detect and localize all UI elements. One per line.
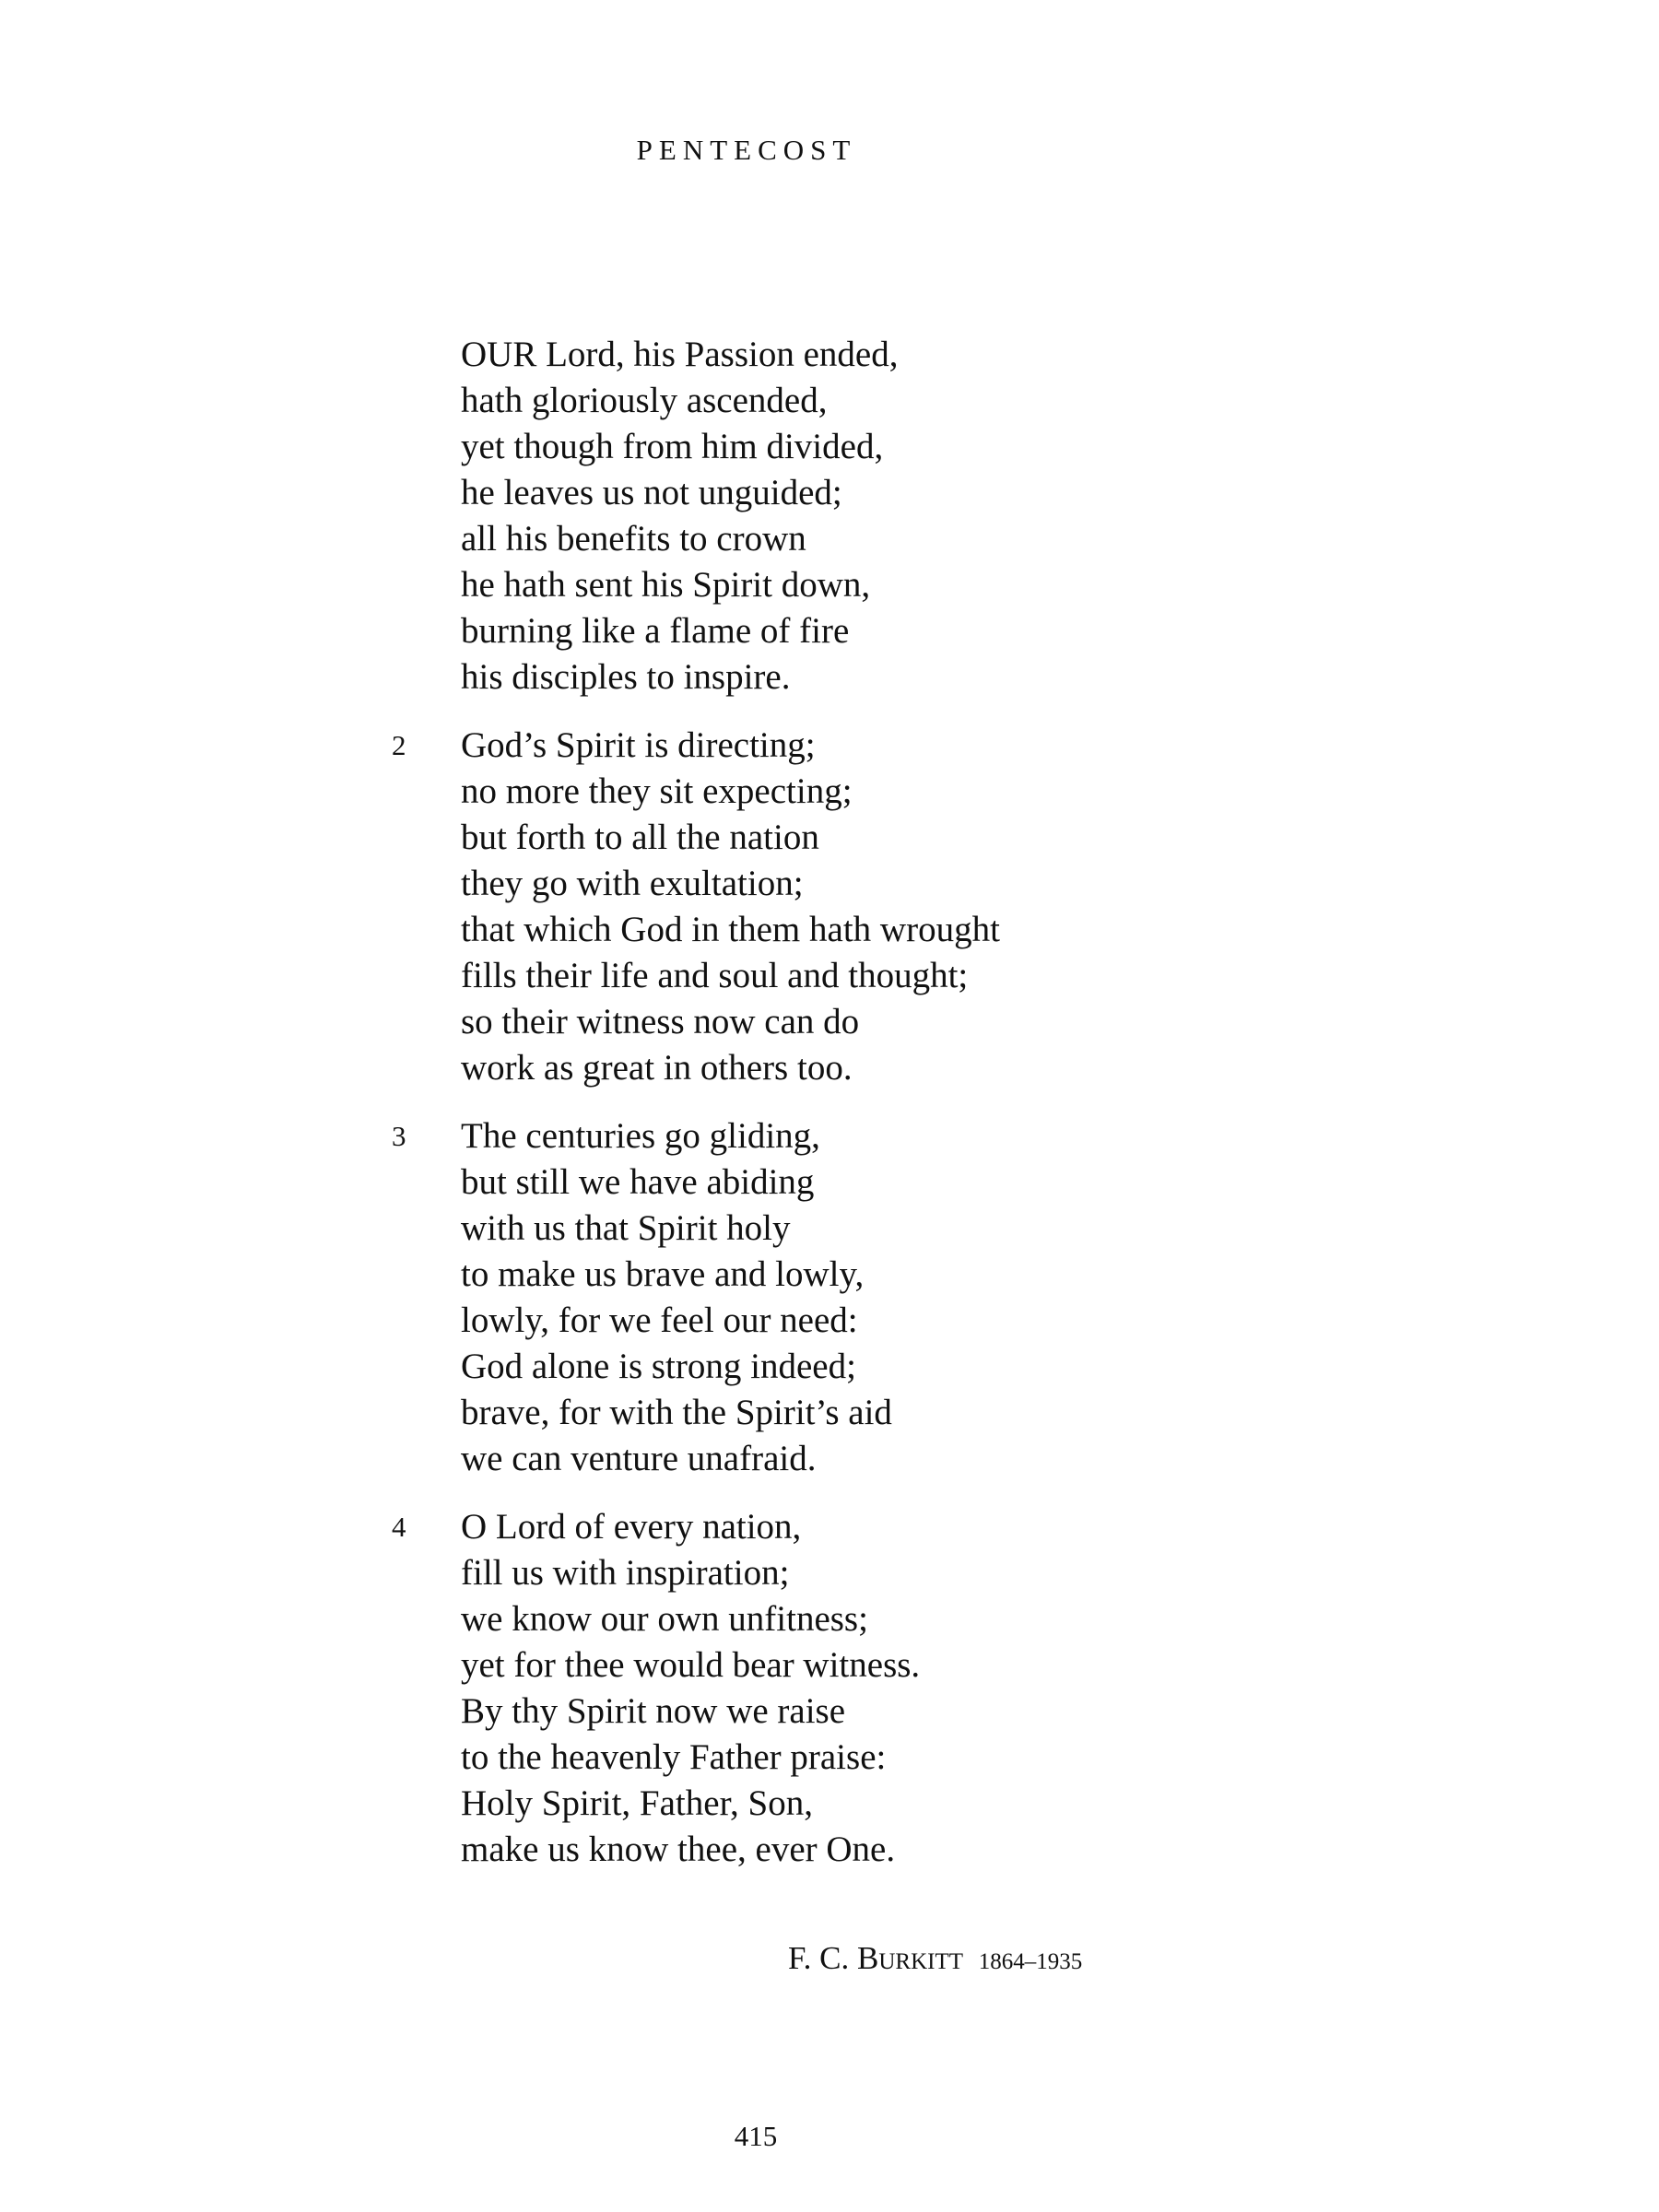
verse-line: By thy Spirit now we raise: [461, 1691, 846, 1731]
verse-line: The centuries go gliding,: [461, 1116, 820, 1156]
verse-line: but forth to all the nation: [461, 818, 819, 857]
verse-line: fills their life and soul and thought;: [461, 956, 969, 995]
verse-line: burning like a flame of fire: [461, 611, 850, 651]
verse-line: we know our own unfitness;: [461, 1599, 868, 1639]
verse-line: lowly, for we feel our need:: [461, 1300, 858, 1340]
verse-line: no more they sit expecting;: [461, 771, 853, 811]
verse-line: brave, for with the Spirit’s aid: [461, 1393, 892, 1432]
verse-line: to the heavenly Father praise:: [461, 1737, 887, 1777]
author-initials: F. C.: [788, 1940, 850, 1976]
verse-line: God alone is strong indeed;: [461, 1347, 856, 1386]
author-dates: 1864–1935: [978, 1949, 1083, 1974]
verse-line: Holy Spirit, Father, Son,: [461, 1783, 813, 1823]
verse-1: [461, 332, 1382, 700]
verse-4: [392, 1504, 1382, 1873]
verse-line: work as great in others too.: [461, 1048, 853, 1088]
page-number: 415: [734, 2120, 778, 2152]
verse-line: make us know thee, ever One.: [461, 1830, 896, 1869]
verse-line: that which God in them hath wrought: [461, 910, 1000, 949]
verse-line: fill us with inspiration;: [461, 1553, 790, 1593]
verse-line: but still we have abiding: [461, 1162, 815, 1202]
verse-line: his disciples to inspire.: [461, 657, 791, 697]
hymn-text: [392, 332, 1382, 1895]
verse-number: 2: [392, 729, 406, 761]
verse-line: he hath sent his Spirit down,: [461, 565, 871, 605]
author-attribution: [788, 1940, 1082, 1977]
verse-line: OUR Lord, his Passion ended,: [461, 335, 899, 374]
running-head: PENTECOST: [636, 134, 857, 166]
verse-number: 4: [392, 1511, 406, 1543]
verse-line: hath gloriously ascended,: [461, 381, 828, 420]
verse-line: so their witness now can do: [461, 1002, 860, 1041]
verse-line: they go with exultation;: [461, 864, 804, 903]
verse-line: yet though from him divided,: [461, 427, 884, 466]
verse-number: 3: [392, 1120, 406, 1152]
verse-line: God’s Spirit is directing;: [461, 725, 816, 765]
verse-line: yet for thee would bear witness.: [461, 1645, 921, 1685]
verse-line: we can venture unafraid.: [461, 1439, 817, 1478]
verse-3: [392, 1113, 1382, 1482]
verse-2: [392, 723, 1382, 1091]
verse-line: to make us brave and lowly,: [461, 1254, 865, 1294]
verse-line: all his benefits to crown: [461, 519, 806, 559]
author-surname: Burkitt: [857, 1940, 964, 1976]
verse-line: O Lord of every nation,: [461, 1507, 802, 1547]
verse-line: with us that Spirit holy: [461, 1208, 791, 1248]
verse-line: he leaves us not unguided;: [461, 473, 842, 512]
